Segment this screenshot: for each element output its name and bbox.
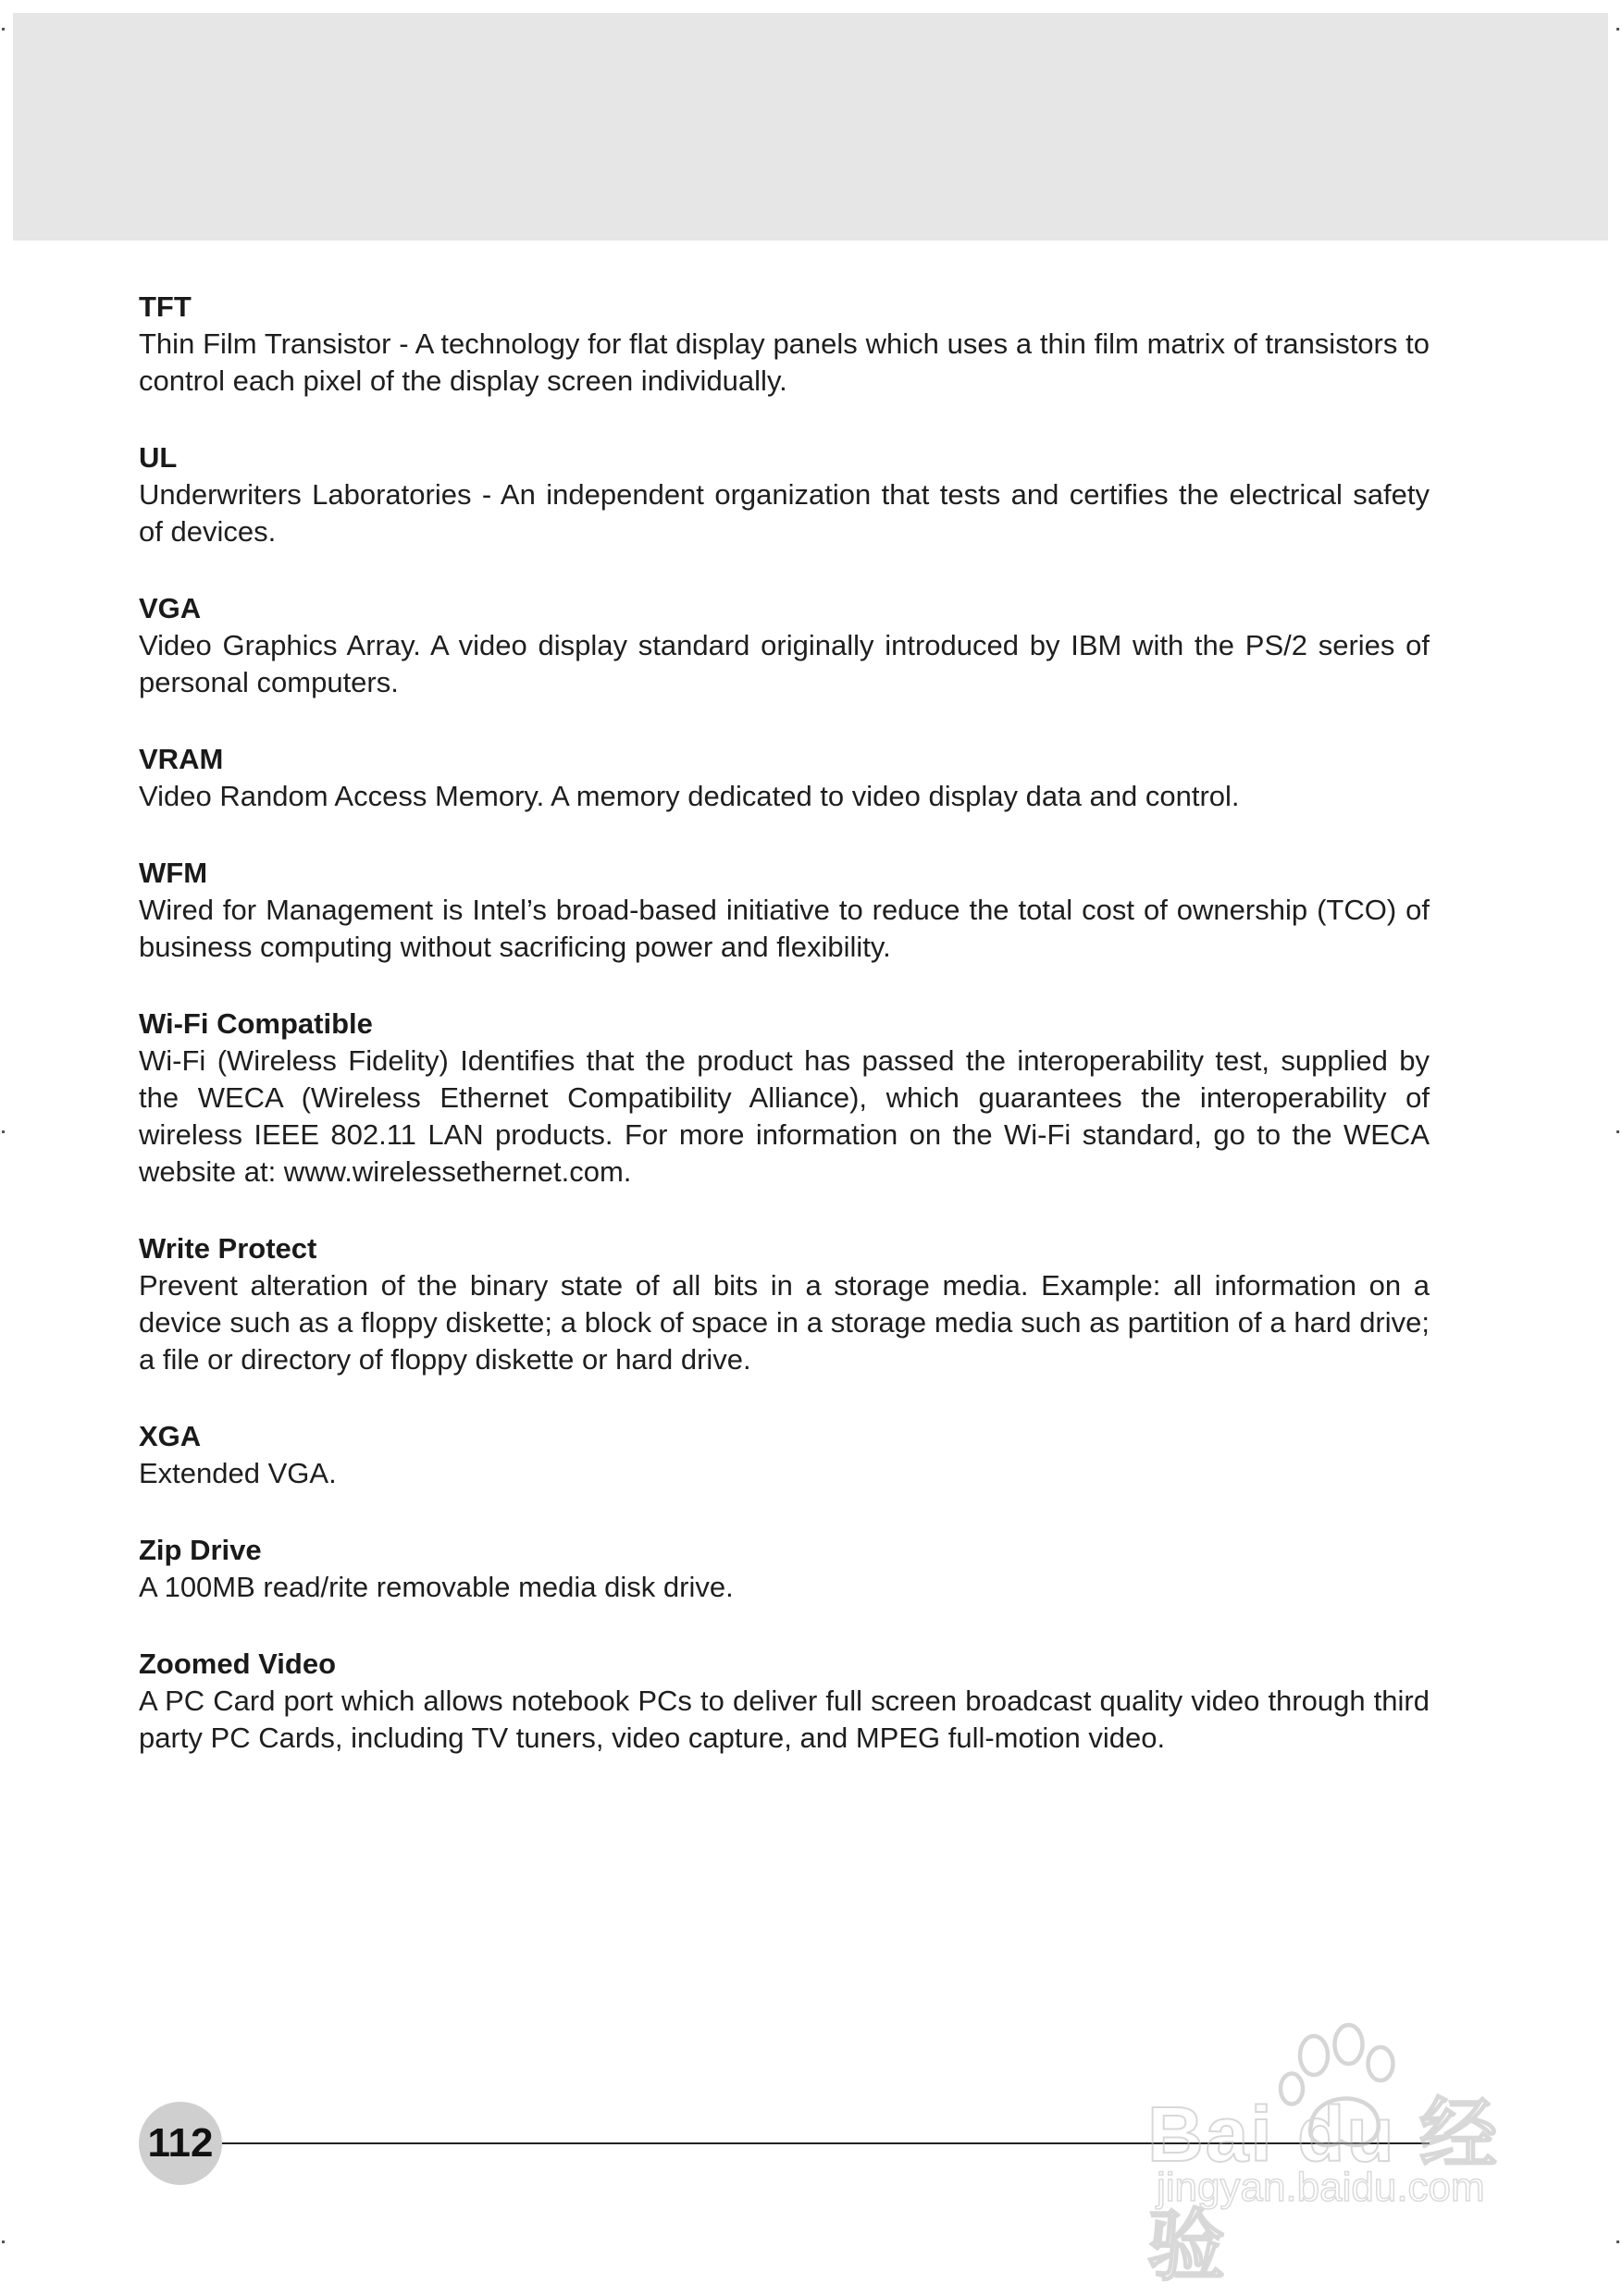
crop-mark-top-left	[2, 28, 5, 31]
glossary-definition: Prevent alteration of the binary state of all bits in a storage media. Example: all information on a device such as a floppy diskette; a block of space in a storage media such as partition of a hard drive; a file or directory of floppy diskette or hard drive.	[139, 1269, 1430, 1376]
glossary-definition: Video Graphics Array. A video display standard originally introduced by IBM with the PS/2 series of personal computers.	[139, 629, 1430, 698]
glossary-definition: A PC Card port which allows notebook PCs to deliver full screen broadcast quality video through third party PC Cards, including TV tuners, video capture, and MPEG full-motion video.	[139, 1685, 1430, 1754]
header-band	[13, 13, 1608, 241]
glossary-term: Zip Drive	[139, 1534, 262, 1566]
glossary-entry-wifi-compatible	[139, 1006, 1430, 1191]
crop-mark-bottom-left	[2, 2240, 5, 2243]
glossary-entry-xga	[139, 1418, 1430, 1492]
glossary-list	[139, 289, 1430, 1796]
glossary-entry-tft	[139, 289, 1430, 400]
glossary-term: Write Protect	[139, 1232, 317, 1265]
glossary-term: XGA	[139, 1420, 202, 1452]
glossary-entry-vga	[139, 590, 1430, 701]
glossary-term: WFM	[139, 857, 208, 889]
glossary-entry-ul	[139, 439, 1430, 550]
glossary-entry-zoomed-video	[139, 1646, 1430, 1757]
glossary-term: TFT	[139, 290, 192, 323]
glossary-entry-vram	[139, 741, 1430, 815]
page-number: 112	[139, 2102, 222, 2185]
glossary-definition: Thin Film Transistor - A technology for flat display panels which uses a thin film matrix of transistors to control each pixel of the display screen individually.	[139, 327, 1430, 397]
baidu-jingyan-watermark	[1147, 2017, 1536, 2290]
watermark-url: jingyan.baidu.com	[1157, 2165, 1485, 2210]
glossary-definition: Extended VGA.	[139, 1457, 337, 1489]
glossary-term: UL	[139, 441, 178, 474]
glossary-entry-wfm	[139, 855, 1430, 966]
glossary-term: Zoomed Video	[139, 1648, 337, 1680]
glossary-entry-write-protect	[139, 1230, 1430, 1378]
glossary-definition: Wi-Fi (Wireless Fidelity) Identifies that the product has passed the interoperability test, supplied by the WECA (Wireless Ethernet Compatibility Alliance), which guarantees the interoperability of wireless IEEE 802.11 LAN products. For more information on the Wi-Fi standard, go to the WECA website at: www.wirelessethernet.com.	[139, 1044, 1430, 1188]
glossary-term: Wi-Fi Compatible	[139, 1007, 373, 1040]
crop-mark-mid-left	[2, 1130, 5, 1133]
glossary-definition: A 100MB read/rite removable media disk drive.	[139, 1571, 734, 1603]
crop-mark-bottom-right	[1616, 2240, 1619, 2243]
glossary-term: VRAM	[139, 743, 224, 775]
glossary-term: VGA	[139, 592, 202, 624]
glossary-definition: Wired for Management is Intel’s broad-based initiative to reduce the total cost of ownership (TCO) of business computing without sacrificing power and flexibility.	[139, 894, 1430, 963]
crop-mark-mid-right	[1616, 1130, 1619, 1133]
watermark-brand: Bai du 经验	[1147, 2091, 1500, 2290]
glossary-definition: Video Random Access Memory. A memory dedicated to video display data and control.	[139, 780, 1240, 812]
crop-mark-top-right	[1616, 28, 1619, 31]
glossary-entry-zip-drive	[139, 1532, 1430, 1606]
glossary-definition: Underwriters Laboratories - An independent organization that tests and certifies the electrical safety of devices.	[139, 478, 1430, 548]
